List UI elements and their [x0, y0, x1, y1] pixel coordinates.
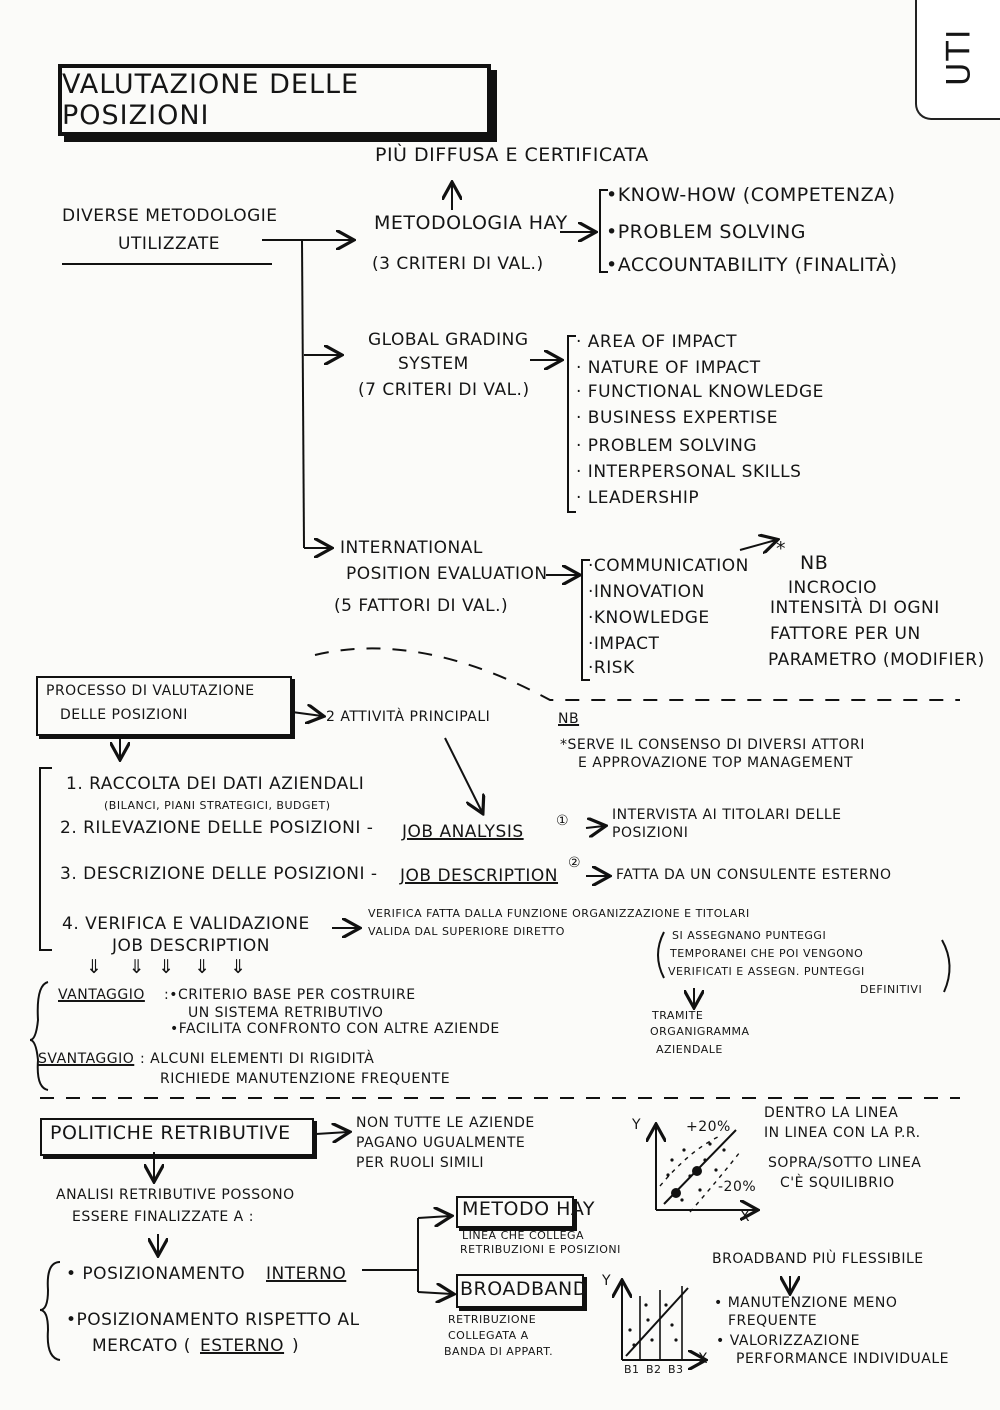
job-analysis-label: JOB ANALYSIS: [402, 822, 524, 842]
nb-line: *SERVE IL CONSENSO DI DIVERSI ATTORI: [560, 737, 865, 753]
policies-note: NON TUTTE LE AZIENDE: [356, 1115, 535, 1131]
ipe-item: ·KNOWLEDGE: [588, 608, 710, 628]
band-3-label: B3: [668, 1363, 684, 1376]
step-4: 4. VERIFICA E VALIDAZIONE: [62, 914, 310, 934]
graph1-x-label: X: [740, 1209, 751, 1225]
graph1-y-label: Y: [632, 1117, 642, 1133]
external-label: ESTERNO: [200, 1336, 285, 1356]
step-1: 1. RACCOLTA DEI DATI AZIENDALI: [66, 774, 365, 794]
policies-note-2: PAGANO UGUALMENTE: [356, 1135, 526, 1151]
ggs-item: · PROBLEM SOLVING: [576, 436, 758, 456]
ipe-nb-line: INCROCIO: [788, 578, 878, 598]
scores-note-2: TEMPORANEI CHE POI VENGONO: [670, 947, 864, 960]
via-note: TRAMITE: [652, 1009, 704, 1022]
ipe-item: ·RISK: [588, 658, 635, 678]
hay-method-note-2: RETRIBUZIONI E POSIZIONI: [460, 1243, 621, 1256]
hay-sub: (3 CRITERI DI VAL.): [372, 254, 544, 274]
ipe-nb-line: INTENSITÀ DI OGNI: [770, 598, 940, 618]
step-4-2: JOB DESCRIPTION: [112, 936, 271, 956]
mark-1: ①: [556, 813, 570, 829]
analysis-label-2: ESSERE FINALIZZATE A :: [72, 1209, 254, 1225]
ggs-name: GLOBAL GRADING: [368, 330, 529, 350]
via-note-2: ORGANIGRAMMA: [650, 1025, 750, 1038]
graph2-x-label: X: [698, 1351, 709, 1367]
hay-item: •ACCOUNTABILITY (FINALITÀ): [606, 254, 898, 276]
page-title: VALUTAZIONE DELLE POSIZIONI: [58, 64, 491, 136]
graph1-out: SOPRA/SOTTO LINEA: [768, 1155, 922, 1171]
broadband-note-2: COLLEGATA A: [448, 1329, 529, 1342]
corner-tab-label: UTI: [939, 27, 978, 86]
chart-points: [666, 1142, 725, 1201]
advantage-label: VANTAGGIO: [58, 987, 145, 1003]
scores-note-4: DEFINITIVI: [860, 983, 923, 996]
ipe-name-2: POSITION EVALUATION: [346, 564, 548, 584]
ggs-item: · BUSINESS EXPERTISE: [576, 408, 779, 428]
ggs-item: · AREA OF IMPACT: [576, 332, 738, 352]
chart-retribution-line: [656, 1126, 756, 1212]
job-description-label: JOB DESCRIPTION: [400, 866, 559, 886]
policies-note-3: PER RUOLI SIMILI: [356, 1155, 484, 1171]
ggs-item: · INTERPERSONAL SKILLS: [576, 462, 802, 482]
methods-label: DIVERSE METODOLOGIE: [62, 206, 278, 226]
advantage-2: UN SISTEMA RETRIBUTIVO: [188, 1005, 384, 1021]
ipe-item: ·COMMUNICATION: [588, 556, 749, 576]
chart-broadband: [622, 1282, 704, 1360]
internal-label: INTERNO: [266, 1264, 347, 1284]
hay-method-note: LINEA CHE COLLEGA: [462, 1229, 585, 1242]
disadvantage-1: : ALCUNI ELEMENTI DI RIGIDITÀ: [140, 1051, 375, 1067]
mark-2: ②: [568, 855, 582, 871]
broadband-label: BROADBAND: [460, 1278, 588, 1300]
ggs-item: · FUNCTIONAL KNOWLEDGE: [576, 382, 824, 402]
flex-label: BROADBAND PIÙ FLESSIBILE: [712, 1251, 924, 1267]
methods-label-2: UTILIZZATE: [118, 234, 221, 254]
flex-2: FREQUENTE: [728, 1313, 818, 1329]
nb-star-icon: *: [776, 538, 786, 560]
scores-note-3: VERIFICATI E ASSEGN. PUNTEGGI: [668, 965, 865, 978]
ipe-item: ·IMPACT: [588, 634, 660, 654]
policies-label: POLITICHE RETRIBUTIVE: [50, 1122, 291, 1144]
nb-line-2: E APPROVAZIONE TOP MANAGEMENT: [578, 755, 854, 771]
advantage-3: •FACILITA CONFRONTO CON ALTRE AZIENDE: [170, 1021, 500, 1037]
hay-name: METODOLOGIA HAY: [374, 212, 568, 234]
ipe-nb-line: FATTORE PER UN: [770, 624, 921, 644]
down-arrows: ⇓ ⇓ ⇓ ⇓ ⇓: [86, 956, 247, 978]
disadvantage-2: RICHIEDE MANUTENZIONE FREQUENTE: [160, 1071, 451, 1087]
advantage-1: :•CRITERIO BASE PER COSTRUIRE: [164, 987, 416, 1003]
graph1-minus: -20%: [718, 1179, 757, 1195]
scores-note: SI ASSEGNANO PUNTEGGI: [672, 929, 827, 942]
step-4-note: VERIFICA FATTA DALLA FUNZIONE ORGANIZZAZIONE E TITOLARI: [368, 907, 750, 920]
hay-item: •PROBLEM SOLVING: [606, 221, 806, 243]
step-2-note-2: POSIZIONI: [612, 825, 689, 841]
flex-4: PERFORMANCE INDIVIDUALE: [736, 1351, 949, 1367]
ggs-name-2: SYSTEM: [398, 354, 469, 374]
nb-label: NB: [558, 711, 580, 727]
graph1-out-2: C'È SQUILIBRIO: [780, 1175, 895, 1191]
ggs-item: · LEADERSHIP: [576, 488, 700, 508]
step-3: 3. DESCRIZIONE DELLE POSIZIONI -: [60, 864, 378, 884]
flex-1: • MANUTENZIONE MENO: [714, 1295, 898, 1311]
broadband-note: RETRIBUZIONE: [448, 1313, 537, 1326]
ipe-sub: (5 FATTORI DI VAL.): [334, 596, 509, 616]
analysis-label: ANALISI RETRIBUTIVE POSSONO: [56, 1187, 295, 1203]
flex-3: • VALORIZZAZIONE: [716, 1333, 860, 1349]
step-2: 2. RILEVAZIONE DELLE POSIZIONI -: [60, 818, 374, 838]
graph2-y-label: Y: [602, 1273, 612, 1289]
hay-item: •KNOW-HOW (COMPETENZA): [606, 184, 896, 206]
internal-positioning: • POSIZIONAMENTO: [66, 1264, 246, 1284]
process-label-2: DELLE POSIZIONI: [60, 707, 188, 723]
band-2-label: B2: [646, 1363, 662, 1376]
ipe-name: INTERNATIONAL: [340, 538, 483, 558]
graph1-in: DENTRO LA LINEA: [764, 1105, 899, 1121]
ipe-nb-line: PARAMETRO (MODIFIER): [768, 650, 985, 670]
external-positioning: •POSIZIONAMENTO RISPETTO AL: [66, 1310, 360, 1330]
band-1-label: B1: [624, 1363, 640, 1376]
broadband-note-3: BANDA DI APPART.: [444, 1345, 554, 1358]
ggs-item: · NATURE OF IMPACT: [576, 358, 761, 378]
graph1-plus: +20%: [686, 1119, 731, 1135]
step-1-sub: (BILANCI, PIANI STRATEGICI, BUDGET): [104, 799, 331, 812]
graph1-in-2: IN LINEA CON LA P.R.: [764, 1125, 921, 1141]
step-2-note: INTERVISTA AI TITOLARI DELLE: [612, 807, 842, 823]
external-close: ): [292, 1336, 300, 1356]
hay-method-label: METODO HAY: [462, 1198, 595, 1220]
ipe-item: ·INNOVATION: [588, 582, 705, 602]
ipe-nb-label: NB: [800, 552, 829, 574]
via-note-3: AZIENDALE: [656, 1043, 723, 1056]
process-label: PROCESSO DI VALUTAZIONE: [46, 683, 255, 699]
activities-label: 2 ATTIVITÀ PRINCIPALI: [326, 709, 491, 725]
hay-note: PIÙ DIFFUSA E CERTIFICATA: [375, 144, 649, 166]
step-4-note-2: VALIDA DAL SUPERIORE DIRETTO: [368, 925, 565, 938]
ggs-sub: (7 CRITERI DI VAL.): [358, 380, 530, 400]
step-3-note: FATTA DA UN CONSULENTE ESTERNO: [616, 867, 892, 883]
disadvantage-label: SVANTAGGIO: [38, 1051, 135, 1067]
external-positioning-2: MERCATO (: [92, 1336, 191, 1356]
